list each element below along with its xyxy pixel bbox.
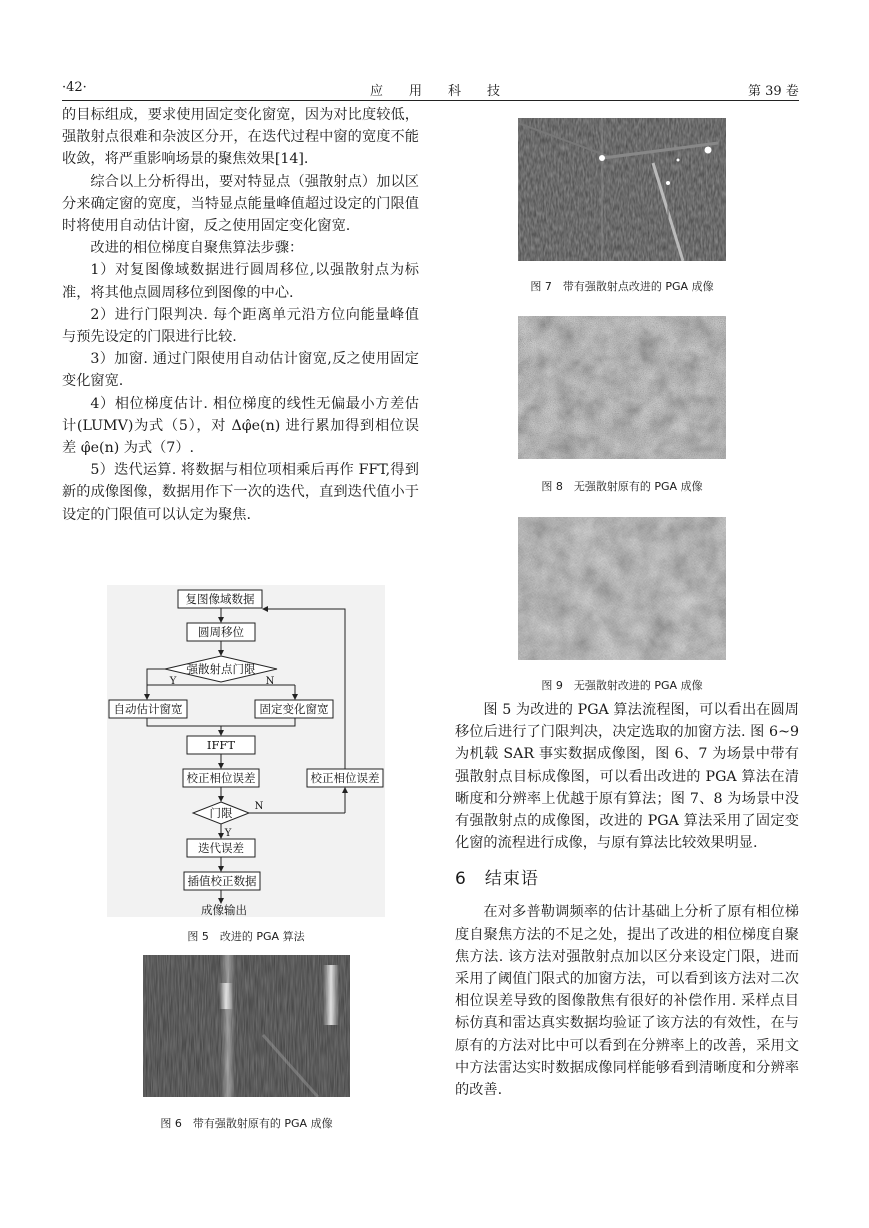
flow-yes-label: Y bbox=[169, 676, 177, 687]
paragraph: 1）对复图像域数据进行圆周移位,以强散射点为标准，将其他点圆周移位到图像的中心. bbox=[62, 262, 419, 301]
figure-8-caption: 图 8 无强散射原有的 PGA 成像 bbox=[541, 480, 703, 493]
paragraph: 改进的相位梯度自聚焦算法步骤： bbox=[90, 240, 304, 257]
journal-title: 应 用 科 技 bbox=[370, 84, 501, 99]
paragraph: 2）进行门限判决. 每个距离单元沿方位向能量峰值与预先设定的门限进行比较. bbox=[62, 306, 419, 346]
flow-output-label: 成像输出 bbox=[201, 903, 247, 917]
flow-box-auto-window: 自动估计窗宽 bbox=[113, 702, 183, 716]
flow-decision-threshold: 强散射点门限 bbox=[186, 662, 256, 676]
flow-box-complex-data: 复图像域数据 bbox=[185, 592, 255, 606]
figure-9-caption: 图 9 无强散射改进的 PGA 成像 bbox=[541, 679, 703, 692]
sar-image-fig6 bbox=[143, 955, 350, 1097]
header-rule bbox=[62, 100, 799, 101]
sar-image-fig7 bbox=[518, 118, 726, 261]
paragraph: 综合以上分析得出，要对特显点（强散射点）加以区分来确定窗的宽度，当特显点能量峰值超过设定的门限值时将使用自动估计窗，反之使用固定变化窗宽. bbox=[62, 173, 419, 235]
paragraph: 在对多普勒调频率的估计基础上分析了原有相位梯度自聚焦方法的不足之处，提出了改进的相位梯度自聚焦方法. 该方法对强散射点加以区分来设定门限，进而采用了阈值门限式的加窗方法，可以看到该方法对二次相位误差导致的图像散焦有很好的补偿作用. 采样点目标仿真和雷达真实数据均验证了该方法的有效性，在与原有的方法对比中可以看到在分辨率上的改善，采用文中方法雷达实时数据成像同样能够看到清晰度和分辨率的改善. bbox=[455, 904, 799, 1099]
figure-6-caption: 图 6 带有强散射原有的 PGA 成像 bbox=[160, 1117, 333, 1130]
sar-image-fig8 bbox=[518, 316, 726, 459]
flow-box-correct-phase-right: 校正相位误差 bbox=[310, 771, 380, 785]
flow-box-iteration-error: 迭代误差 bbox=[198, 841, 244, 855]
figure-7-caption: 图 7 带有强散射点改进的 PGA 成像 bbox=[530, 280, 714, 293]
flow-decision-threshold-2: 门限 bbox=[209, 806, 233, 820]
flow-box-circular-shift: 圆周移位 bbox=[198, 625, 244, 639]
flow-no-label: N bbox=[265, 676, 275, 687]
flowchart-figure bbox=[107, 585, 385, 917]
flow-box-ifft: IFFT bbox=[206, 738, 236, 752]
left-column bbox=[62, 104, 419, 526]
flow-box-interpolate: 插值校正数据 bbox=[187, 874, 257, 888]
sar-image-fig9 bbox=[518, 517, 726, 660]
paragraph: 的目标组成，要求使用固定变化窗宽，因为对比度较低，强散射点很难和杂波区分开，在迭代过程中窗的宽度不能收敛，将严重影响场景的聚焦效果[14]. bbox=[62, 107, 419, 168]
page-number: ·42· bbox=[62, 80, 87, 95]
section-title: 6 结束语 bbox=[455, 869, 539, 890]
paragraph: 5）迭代运算. 将数据与相位项相乘后再作 FFT,得到新的成像图像，数据用作下一次的迭代，直到迭代值小于设定的门限值可以认定为聚焦. bbox=[62, 462, 419, 523]
paragraph: 图 5 为改进的 PGA 算法流程图，可以看出在圆周移位后进行了门限判决，决定选取的加窗方法. 图 6~9 为机载 SAR 事实数据成像图，图 6、7 为场景中带有强散射点目标成像图，可以看出改进的 PGA 算法在清晰度和分辨率上优越于原有算法；图 7、8 为场景中没有强散射点的成像图，改进的 PGA 算法采用了固定变化窗的流程进行成像，与原有算法比较效果明显. bbox=[455, 702, 799, 852]
flow-no-label-2: N bbox=[254, 801, 264, 812]
figure-5-caption: 图 5 改进的 PGA 算法 bbox=[187, 930, 305, 943]
volume-label: 第 39 卷 bbox=[748, 84, 799, 99]
flow-box-correct-phase: 校正相位误差 bbox=[186, 771, 256, 785]
flow-yes-label-2: Y bbox=[224, 828, 232, 839]
right-column bbox=[455, 699, 799, 1101]
paragraph: 4）相位梯度估计. 相位梯度的线性无偏最小方差估计(LUMV)为式（5），对 Δφ̂e(n) 进行累加得到相位误差 φ̂e(n) 为式（7）. bbox=[62, 395, 419, 457]
paragraph: 3）加窗. 通过门限使用自动估计窗宽,反之使用固定变化窗宽. bbox=[62, 351, 419, 390]
flow-box-fixed-window: 固定变化窗宽 bbox=[259, 702, 329, 716]
